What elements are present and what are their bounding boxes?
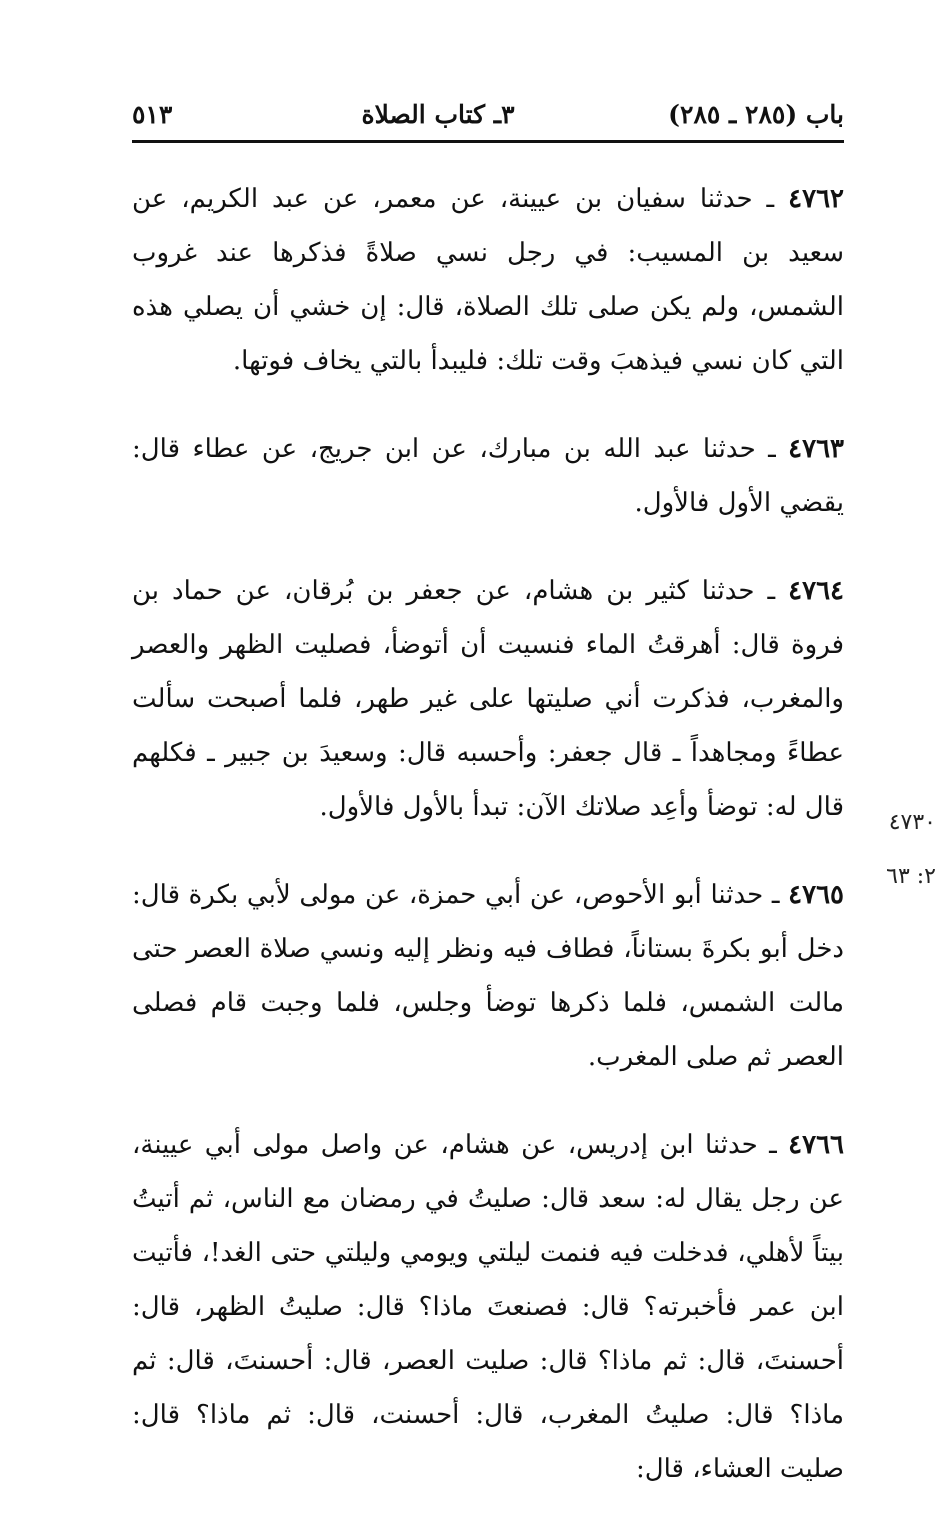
margin-note-cross-reference: ٤٧٣٠ <box>888 810 936 835</box>
hadith-paragraph <box>132 564 844 834</box>
margin-note-volume-page: ٢: ٦٣ <box>886 864 936 889</box>
hadith-4762 <box>132 172 844 388</box>
chapter-heading: باب (٢٨٥ ـ ٢٨٥) <box>668 99 844 129</box>
hadith-4766 <box>132 1118 844 1496</box>
page-header <box>132 92 844 136</box>
hadith-text: ـ حدثنا عبد الله بن مبارك، عن ابن جريج، عن عطاء قال: يقضي الأول فالأول. <box>132 434 844 518</box>
hadith-text: ـ حدثنا أبو الأحوص، عن أبي حمزة، عن مولى لأبي بكرة قال: دخل أبو بكرةَ بستاناً، فطاف فيه ونظر إليه ونسي صلاة العصر حتى مالت الشمس، فلما ذكرها توضأ وجلس، فلما وجبت قام فصلى العصر ثم صلى المغرب. <box>132 880 844 1072</box>
header-divider <box>132 140 844 143</box>
hadith-text: ـ حدثنا كثير بن هشام، عن جعفر بن بُرقان، عن حماد بن فروة قال: أهرقتُ الماء فنسيت أن أتوضأ، فصليت الظهر والعصر والمغرب، فذكرت أني صليتها على غير طهر، فلما أصبحت سألت عطاءً ومجاهداً ـ قال جعفر: وأحسبه قال: وسعيدَ بن جبير ـ فكلهم قال له: توضأ وأعِد صلاتك الآن: تبدأ بالأول فالأول. <box>132 576 844 822</box>
hadith-paragraph <box>132 172 844 388</box>
hadith-number: ٤٧٦٣ <box>788 434 844 464</box>
hadith-paragraph <box>132 868 844 1084</box>
hadith-paragraph <box>132 422 844 530</box>
hadith-number: ٤٧٦٥ <box>788 880 844 910</box>
hadith-4763 <box>132 422 844 530</box>
hadith-4764 <box>132 564 844 834</box>
hadith-text: ـ حدثنا ابن إدريس، عن هشام، عن واصل مولى أبي عيينة، عن رجل يقال له: سعد قال: صليتُ في رمضان مع الناس، ثم أتيتُ بيتاً لأهلي، فدخلت فيه فنمت ليلتي ويومي وليلتي حتى الغد!، فأتيت ابن عمر فأخبرته؟ قال: فصنعتَ ماذا؟ قال: صليتُ الظهر، قال: أحسنتَ، قال: ثم ماذا؟ قال: صليت العصر، قال: أحسنتَ، قال: ثم ماذا؟ قال: صليتُ المغرب، قال: أحسنت، قال: ثم ماذا؟ قال: صليت العشاء، قال: <box>132 1130 845 1484</box>
book-title: ٣ـ كتاب الصلاة <box>361 99 515 129</box>
page-number: ٥١٣ <box>132 99 173 129</box>
page-body <box>132 172 844 1530</box>
hadith-text: ـ حدثنا سفيان بن عيينة، عن معمر، عن عبد الكريم، عن سعيد بن المسيب: في رجل نسي صلاةً فذكرها عند غروب الشمس، ولم يكن صلى تلك الصلاة، قال: إن خشي أن يصلي هذه التي كان نسي فيذهبَ وقت تلك: فليبدأ بالتي يخاف فوتها. <box>132 184 844 376</box>
hadith-paragraph <box>132 1118 844 1496</box>
hadith-number: ٤٧٦٦ <box>788 1130 844 1160</box>
hadith-4765 <box>132 868 844 1084</box>
hadith-number: ٤٧٦٢ <box>788 184 844 214</box>
hadith-number: ٤٧٦٤ <box>788 576 844 606</box>
